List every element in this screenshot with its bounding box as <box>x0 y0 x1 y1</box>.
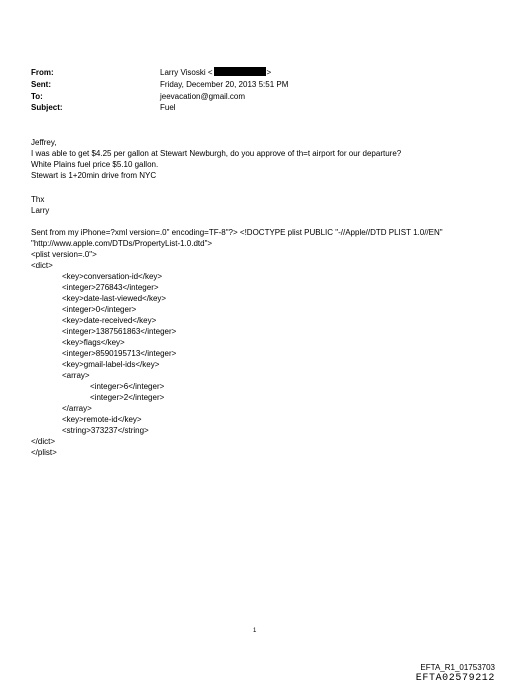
body-line: White Plains fuel price $5.10 gallon. <box>31 160 159 169</box>
from-close-bracket: > <box>266 68 272 77</box>
plist-line: <dict> <box>31 261 53 270</box>
bates-stamp-small: EFTA_R1_01753703 <box>420 663 495 672</box>
plist-line: <key>remote-id</key> <box>62 415 142 424</box>
from-name: Larry Visoski < <box>160 68 213 77</box>
plist-line: <integer>6</integer> <box>90 382 165 391</box>
signoff-line: Thx <box>31 195 45 204</box>
sent-label: Sent: <box>31 80 51 89</box>
plist-line: <key>date-last-viewed</key> <box>62 294 167 303</box>
from-value <box>160 67 271 78</box>
subject-label: Subject: <box>31 103 63 112</box>
plist-line: <key>conversation-id</key> <box>62 272 163 281</box>
bates-stamp-large: EFTA02579212 <box>415 673 495 684</box>
signature-line: Larry <box>31 206 50 215</box>
plist-line: <plist version=.0"> <box>31 250 97 259</box>
plist-line: </dict> <box>31 437 56 446</box>
subject-value: Fuel <box>160 103 176 112</box>
plist-line: <integer>0</integer> <box>62 305 137 314</box>
body-line: Stewart is 1+20min drive from NYC <box>31 171 157 180</box>
plist-line: <key>gmail-label-ids</key> <box>62 360 160 369</box>
body-line: I was able to get $4.25 per gallon at Stewart Newburgh, do you approve of th=t airport for our departure? <box>31 149 402 158</box>
plist-line: <integer>1387561863</integer> <box>62 327 177 336</box>
plist-line: </array> <box>62 404 92 413</box>
plist-line: <key>date-received</key> <box>62 316 157 325</box>
body-line: "http://www.apple.com/DTDs/PropertyList-1.0.dtd"> <box>31 239 213 248</box>
plist-line: <array> <box>62 371 90 380</box>
plist-line: <integer>2</integer> <box>90 393 165 402</box>
page-number: 1 <box>253 628 257 634</box>
greeting-line: Jeffrey, <box>31 138 57 147</box>
to-value: jeevacation@gmail.com <box>160 92 246 101</box>
to-label: To: <box>31 92 43 101</box>
from-label: From: <box>31 68 54 77</box>
plist-line: <key>flags</key> <box>62 338 125 347</box>
redaction-block <box>214 67 266 76</box>
plist-line: <integer>8590195713</integer> <box>62 349 177 358</box>
plist-line: <integer>276843</integer> <box>62 283 159 292</box>
body-line: Sent from my iPhone=?xml version=.0" encoding=TF-8"?> <!DOCTYPE plist PUBLIC "-//Apple//DTD PLIST 1.0//EN" <box>31 228 443 237</box>
plist-line: </plist> <box>31 448 57 457</box>
sent-value: Friday, December 20, 2013 5:51 PM <box>160 80 289 89</box>
plist-line: <string>373237</string> <box>62 426 149 435</box>
